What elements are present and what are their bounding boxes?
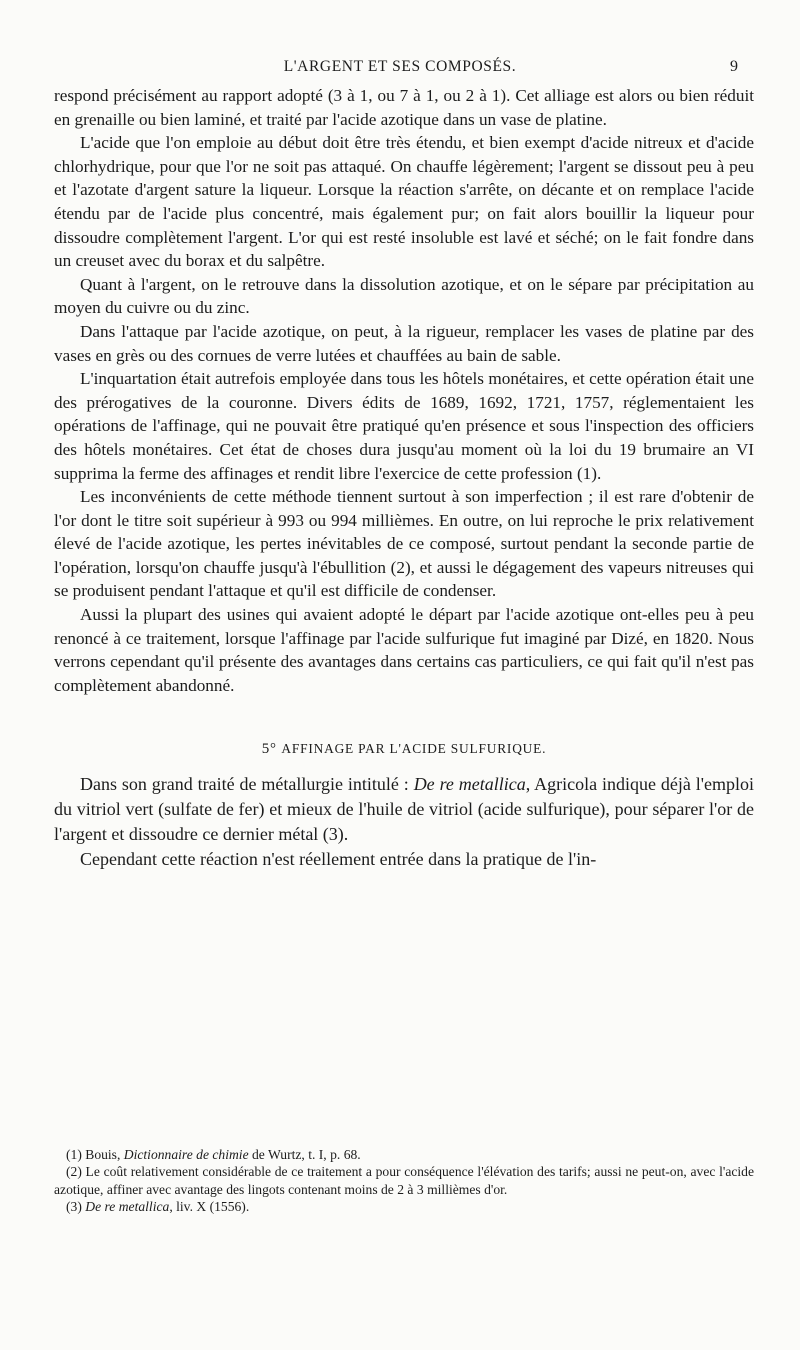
footnote-1-title: Dictionnaire de chimie bbox=[123, 1147, 249, 1162]
paragraph-history: L'inquartation était autrefois employée dans tous les hôtels monétaires, et cette opération était une des prérogatives de la couronne. Divers édits de 1689, 1692, 1721, 1757, réglementaient les opérations de l'affinage, qui ne pouvait être pratiqué qu'en présence et sous l'inspection des officiers des hôtels monétaires. Cet état de choses dura jusqu'au moment où la loi du 19 brumaire an VI supprima la ferme des affinages et rendit libre l'exercice de cette profession (1). bbox=[54, 369, 754, 483]
paragraph-agricola-text-end: , Agricola indique déjà l'emploi du vitriol vert (sulfate de fer) et mieux de l'huile de vitriol (acide sulfurique), pour séparer l'or de l'argent et dissoudre ce dernier métal (3). bbox=[54, 774, 755, 845]
footnote-1 bbox=[54, 1146, 754, 1163]
page-number: 9 bbox=[730, 58, 738, 75]
paragraph-acid-process: L'acide que l'on emploie au début doit être très étendu, et bien exempt d'acide nitreux et d'acide chlorhydrique, pour que l'or ne soit pas attaqué. On chauffe légèrement; l'argent se dissout peu à peu et l'azotate d'argent sature la liqueur. Lorsque la réaction s'arrête, on décante et on remplace l'acide étendu par de l'acide plus concentré, mais également pur; on fait alors bouillir la liqueur pour dissoudre complètement l'argent. L'or qui est resté insoluble est lavé et séché; on le fait fondre dans un creuset avec du borax et du salpêtre. bbox=[54, 133, 754, 271]
footnote-3 bbox=[54, 1198, 754, 1215]
footnote-3-title: De re metallica bbox=[85, 1199, 170, 1215]
footnote-2: (2) Le coût relativement considérable de ce traitement a pour conséquence l'élévation des tarifs; aussi ne peut-on, avec l'acide azotique, affiner avec avantage des lingots contenant moins de 2 à 3 millièmes d'or. bbox=[54, 1164, 754, 1197]
footnote-1-end: de Wurtz, t. I, p. 68. bbox=[248, 1147, 361, 1162]
paragraph-agricola-text-start: Dans son grand traité de métallurgie intitulé : bbox=[80, 774, 414, 795]
main-text bbox=[54, 84, 754, 872]
running-header bbox=[54, 58, 746, 82]
paragraph-abandonment: Aussi la plupart des usines qui avaient adopté le départ par l'acide azotique ont-elles peu à peu renoncé à ce traitement, lorsque l'affinage par l'acide sulfurique fut imaginé par Dizé, en 1820. Nous verrons cependant qu'il présente des avantages dans certains cas particuliers, ce qui fait qu'il n'est pas complètement abandonné. bbox=[54, 605, 754, 695]
paragraph-agricola bbox=[54, 772, 754, 846]
running-title: L'ARGENT ET SES COMPOSÉS. bbox=[283, 58, 517, 75]
footnotes bbox=[54, 1146, 754, 1216]
footnote-3-end: , liv. X (1556). bbox=[169, 1199, 250, 1215]
section-number: 5° bbox=[261, 741, 277, 758]
paragraph-continuation: respond précisément au rapport adopté (3 à 1, ou 7 à 1, ou 2 à 1). Cet alliage est alors ou bien réduit en grenaille ou bien laminé, et traité par l'acide azotique dans un vase de platine. bbox=[54, 86, 754, 129]
book-title-reference: De re metallica bbox=[413, 774, 526, 795]
footnote-3-start: (3) bbox=[66, 1199, 86, 1215]
paragraph-drawbacks: Les inconvénients de cette méthode tiennent surtout à son imperfection ; il est rare d'obtenir de l'or dont le titre soit supérieur à 993 ou 994 millièmes. En outre, on lui reproche le prix relativement élevé de l'acide azotique, les pertes inévitables de ce composé, surtout pendant la seconde partie de l'opération, lorsqu'on chauffe jusqu'à l'ébullition (2), et aussi le dégagement des vapeurs nitreuses qui se produisent pendant l'attaque et qu'il est difficile de condenser. bbox=[54, 487, 754, 601]
footnote-1-start: (1) Bouis, bbox=[66, 1147, 124, 1162]
paragraph-vessels: Dans l'attaque par l'acide azotique, on peut, à la rigueur, remplacer les vases de platine par des vases en grès ou des cornues de verre lutées et chauffées au bain de sable. bbox=[54, 321, 754, 365]
section-heading bbox=[54, 741, 754, 758]
section-title: AFFINAGE PAR L'ACIDE SULFURIQUE. bbox=[281, 741, 547, 757]
paragraph-silver-recovery: Quant à l'argent, on le retrouve dans la dissolution azotique, et on le sépare par précipitation au moyen du cuivre ou du zinc. bbox=[54, 274, 754, 318]
paragraph-practice: Cependant cette réaction n'est réellement entrée dans la pratique de l'in- bbox=[80, 848, 597, 869]
